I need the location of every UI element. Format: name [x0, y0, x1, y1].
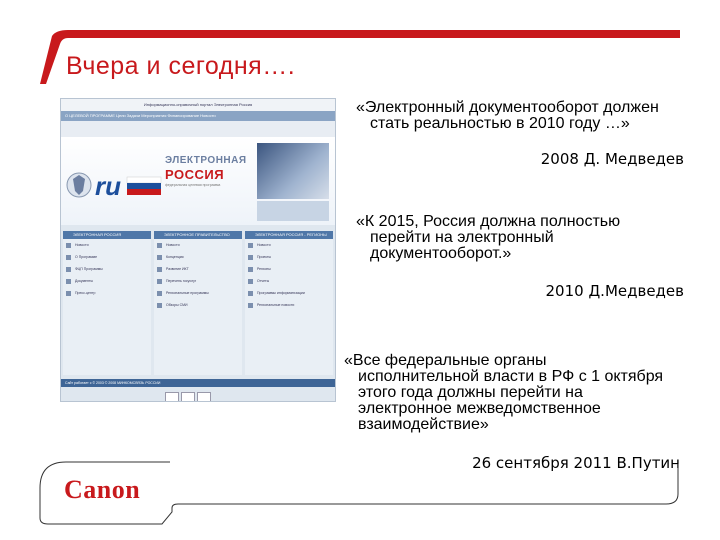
portal-list-item: Региональные программы [154, 287, 242, 299]
quote-line: электронное межведомственное [358, 400, 601, 417]
portal-list-item: Документы [63, 275, 151, 287]
portal-section-list [63, 239, 151, 375]
portal-list-item: Новости [63, 239, 151, 251]
canon-logo: Canon [64, 475, 141, 504]
portal-list-item: Пресс-центр [63, 287, 151, 299]
portal-list-item: Перечень госуслуг [154, 275, 242, 287]
quote-line: взаимодействие» [358, 416, 489, 433]
portal-screenshot [60, 98, 336, 402]
portal-footer: Сайт работает с © 2003 © 2008 МИНКОМСВЯЗЬ РОССИИ [61, 379, 335, 387]
quote-line: «Электронный документооборот должен [356, 99, 659, 116]
quote-line: перейти на электронный [370, 229, 554, 246]
portal-section-title: ЭЛЕКТРОННОЕ ПРАВИТЕЛЬСТВО [154, 231, 242, 239]
portal-list-item: Концепция [154, 251, 242, 263]
portal-list-item: Новости [154, 239, 242, 251]
portal-banner [61, 137, 335, 225]
portal-badges [165, 389, 225, 399]
portal-list-item: Регионы [245, 263, 333, 275]
portal-section-list [245, 239, 333, 375]
portal-logo [65, 163, 255, 211]
portal-photo [257, 143, 329, 199]
quote-line: исполнительной власти в РФ с 1 октября [358, 368, 664, 385]
quote-line: «Все федеральные органы [344, 352, 547, 369]
portal-brand-sub: федеральная целевая программа [165, 183, 221, 187]
quote-attribution: 2010 Д.Медведев [545, 282, 684, 300]
slide-title: Вчера и сегодня…. [66, 52, 296, 80]
portal-list-item: Региональные новости [245, 299, 333, 311]
portal-list-item: Развитие ИКТ [154, 263, 242, 275]
portal-brand-line1: ЭЛЕКТРОННАЯ [165, 155, 247, 166]
portal-section-title: ЭЛЕКТРОННАЯ РОССИЯ [63, 231, 151, 239]
quote-attribution: 2008 Д. Медведев [540, 150, 684, 168]
portal-subnav [61, 121, 335, 137]
portal-list-item: Программы информатизации [245, 287, 333, 299]
portal-section-list [154, 239, 242, 375]
portal-list-item: ФЦП Программы [63, 263, 151, 275]
quote-attribution: 26 сентября 2011 В.Путин [472, 454, 680, 472]
portal-brand-line2: РОССИЯ [165, 167, 225, 182]
portal-list-item: Обзоры СМИ [154, 299, 242, 311]
quote-line: «К 2015, Россия должна полностью [356, 213, 621, 230]
portal-section-title: ЭЛЕКТРОННАЯ РОССИЯ - РЕГИОНЫ [245, 231, 333, 239]
portal-header: Информационно-справочный портал Электронная Россия [61, 99, 335, 111]
ru-logo-text: ru [95, 171, 121, 201]
portal-nav-bar: О ЦЕЛЕВОЙ ПРОГРАММЕ Цели Задачи Мероприятия Финансирование Новости [61, 111, 335, 121]
portal-list-item: Проекты [245, 251, 333, 263]
quote-line: этого года должны перейти на [358, 384, 583, 401]
portal-list-item: Новости [245, 239, 333, 251]
quote-line: стать реальностью в 2010 году …» [370, 115, 630, 132]
quote-medvedev-2008 [356, 100, 686, 132]
quote-medvedev-2010 [356, 214, 686, 262]
portal-list-item: О Программе [63, 251, 151, 263]
quote-putin-2011 [344, 353, 684, 433]
portal-list-item: Отчеты [245, 275, 333, 287]
quote-line: документооборот.» [370, 245, 512, 262]
portal-photo-caption [257, 201, 329, 221]
